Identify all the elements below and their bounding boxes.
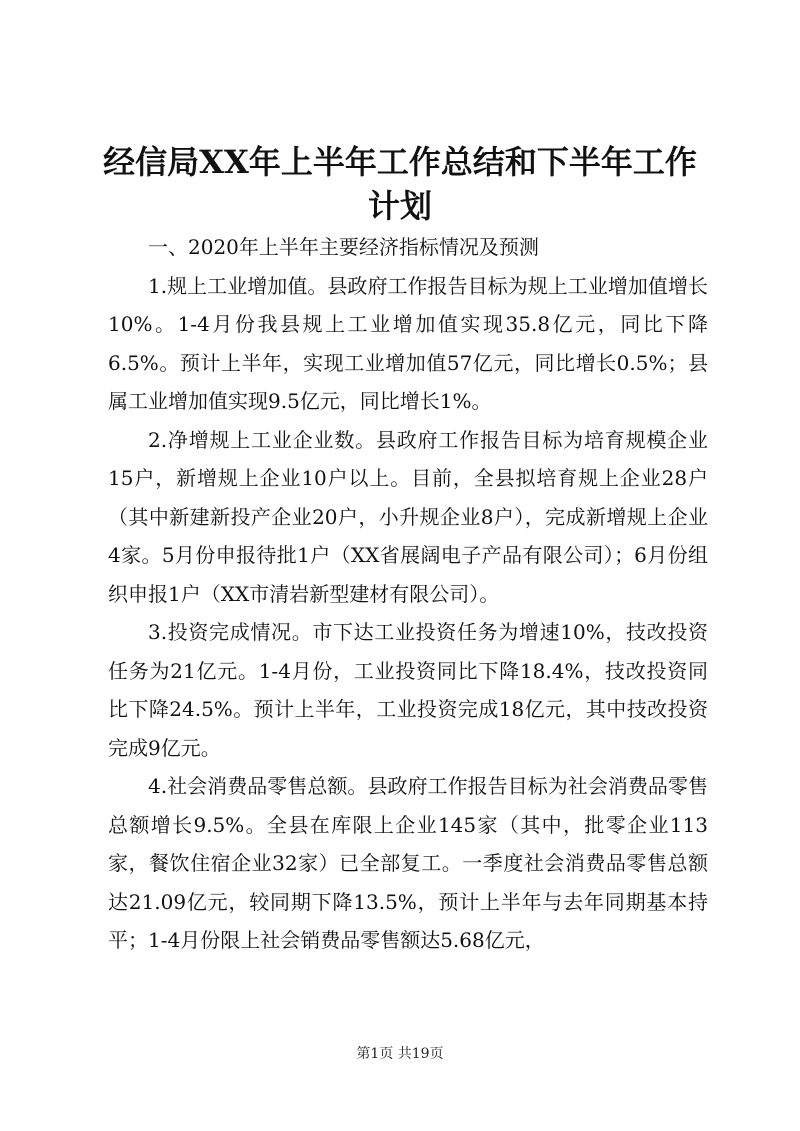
section-heading: 一、2020年上半年主要经济指标情况及预测 bbox=[148, 235, 539, 259]
document-body bbox=[108, 228, 708, 960]
paragraph-1: 1.规上工业增加值。县政府工作报告目标为规上工业增加值增长10%。1-4月份我县规上工业增加值实现35.8亿元，同比下降6.5%。预计上半年，实现工业增加值57亿元，同比增长0.5%；县属工业增加值实现9.5亿元，同比增长1%。 bbox=[108, 273, 708, 413]
paragraph-4: 4.社会消费品零售总额。县政府工作报告目标为社会消费品零售总额增长9.5%。全县在库限上企业145家（其中，批零企业113家，餐饮住宿企业32家）已全部复工。一季度社会消费品零售总额达21.09亿元，较同期下降13.5%，预计上半年与去年同期基本持平；1-4月份限上社会销费品零售额达5.68亿元， bbox=[108, 774, 708, 952]
page-number-footer: 第1页 共19页 bbox=[356, 1046, 444, 1062]
document-title: 经信局XX年上半年工作总结和下半年工作计划 bbox=[103, 143, 697, 225]
paragraph-2: 2.净增规上工业企业数。县政府工作报告目标为培育规模企业15户，新增规上企业10户以上。目前，全县拟培育规上企业28户（其中新建新投产企业20户，小升规企业8户），完成新增规上企业4家。5月份申报待批1户（XX省展阔电子产品有限公司）；6月份组织申报1户（XX市清岩新型建材有限公司）。 bbox=[108, 427, 708, 606]
paragraph-3: 3.投资完成情况。市下达工业投资任务为增速10%，技改投资任务为21亿元。1-4月份，工业投资同比下降18.4%，技改投资同比下降24.5%。预计上半年，工业投资完成18亿元，其中技改投资完成9亿元。 bbox=[108, 620, 708, 760]
